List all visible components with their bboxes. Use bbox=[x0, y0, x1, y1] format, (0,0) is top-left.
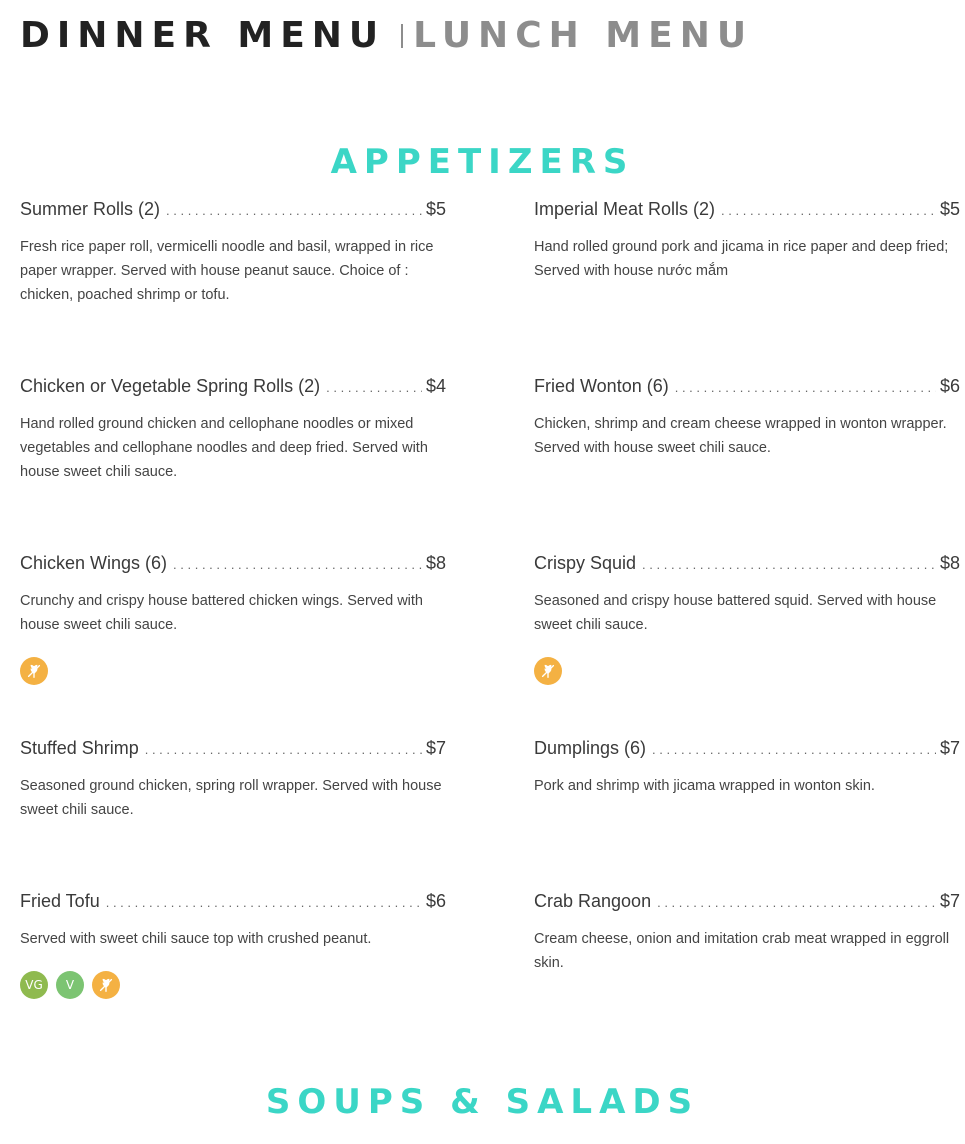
vegetarian-badge: V bbox=[56, 971, 84, 999]
section-title-soups-salads: SOUPS & SALADS bbox=[265, 1082, 700, 1122]
dot-leader bbox=[652, 742, 936, 757]
item-price: $7 bbox=[939, 891, 960, 911]
item-price: $5 bbox=[425, 199, 446, 219]
menu-item bbox=[20, 199, 446, 307]
dot-leader bbox=[173, 557, 422, 572]
tab-divider bbox=[401, 24, 403, 48]
dot-leader bbox=[106, 895, 422, 910]
menu-item bbox=[20, 738, 446, 822]
tab-lunch-menu[interactable]: LUNCH MENU bbox=[413, 15, 754, 56]
menu-item bbox=[534, 738, 960, 798]
item-description: Cream cheese, onion and imitation crab meat wrapped in eggroll skin. bbox=[534, 931, 950, 971]
item-price: $8 bbox=[939, 553, 960, 573]
item-header bbox=[20, 199, 446, 223]
item-description: Served with sweet chili sauce top with crushed peanut. bbox=[20, 931, 372, 947]
item-description: Hand rolled ground pork and jicama in rice paper and deep fried; Served with house nước mắm bbox=[534, 239, 949, 279]
gluten-free-wheat-icon bbox=[20, 657, 48, 685]
item-name: Fried Tofu bbox=[20, 891, 100, 911]
gluten-free-wheat-icon bbox=[534, 657, 562, 685]
vegan-badge: VG bbox=[20, 971, 48, 999]
dot-leader bbox=[326, 380, 422, 395]
item-name: Fried Wonton (6) bbox=[534, 376, 669, 396]
item-name: Chicken or Vegetable Spring Rolls (2) bbox=[20, 376, 321, 396]
item-header bbox=[534, 199, 960, 223]
item-header bbox=[534, 738, 960, 762]
item-header bbox=[20, 738, 446, 762]
item-name: Crispy Squid bbox=[534, 553, 637, 573]
item-price: $6 bbox=[939, 376, 960, 396]
item-price: $7 bbox=[425, 738, 446, 758]
dot-leader bbox=[657, 895, 936, 910]
item-header bbox=[20, 376, 446, 400]
dot-leader bbox=[642, 557, 936, 572]
dietary-badges bbox=[20, 971, 446, 999]
item-description: Crunchy and crispy house battered chicken wings. Served with house sweet chili sauce. bbox=[20, 593, 423, 633]
dietary-badges bbox=[534, 657, 960, 685]
item-header bbox=[534, 553, 960, 577]
item-description: Hand rolled ground chicken and cellophane noodles or mixed vegetables and cellophane noodles and deep fried. Served with house sweet chili sauce. bbox=[20, 416, 428, 480]
menu-item bbox=[20, 891, 446, 999]
item-name: Summer Rolls (2) bbox=[20, 199, 161, 219]
dot-leader bbox=[721, 203, 936, 218]
item-price: $7 bbox=[939, 738, 960, 758]
item-name: Stuffed Shrimp bbox=[20, 738, 139, 758]
item-header bbox=[20, 553, 446, 577]
item-price: $5 bbox=[939, 199, 960, 219]
menu-item bbox=[20, 553, 446, 685]
item-description: Seasoned and crispy house battered squid. Served with house sweet chili sauce. bbox=[534, 593, 937, 633]
item-price: $8 bbox=[425, 553, 446, 573]
item-name: Imperial Meat Rolls (2) bbox=[534, 199, 716, 219]
dot-leader bbox=[145, 742, 422, 757]
item-name: Dumplings (6) bbox=[534, 738, 647, 758]
item-price: $6 bbox=[425, 891, 446, 911]
item-price: $4 bbox=[425, 376, 446, 396]
item-name: Crab Rangoon bbox=[534, 891, 652, 911]
menu-item bbox=[534, 891, 960, 975]
section-title-appetizers: APPETIZERS bbox=[330, 142, 635, 182]
item-header bbox=[20, 891, 446, 915]
item-description: Chicken, shrimp and cream cheese wrapped in wonton wrapper. Served with house sweet chili sauce. bbox=[534, 416, 947, 456]
dietary-badges bbox=[20, 657, 446, 685]
menu-item bbox=[534, 376, 960, 460]
menu-item bbox=[20, 376, 446, 484]
menu-tabs bbox=[20, 14, 753, 58]
item-description: Fresh rice paper roll, vermicelli noodle and basil, wrapped in rice paper wrapper. Served with house peanut sauce. Choice of : chicken, poached shrimp or tofu. bbox=[20, 239, 434, 303]
menu-item bbox=[534, 553, 960, 685]
menu-item bbox=[534, 199, 960, 283]
item-header bbox=[534, 376, 960, 400]
gluten-free-wheat-icon bbox=[92, 971, 120, 999]
item-description: Seasoned ground chicken, spring roll wrapper. Served with house sweet chili sauce. bbox=[20, 778, 442, 818]
item-description: Pork and shrimp with jicama wrapped in wonton skin. bbox=[534, 778, 875, 794]
dot-leader bbox=[166, 203, 422, 218]
item-name: Chicken Wings (6) bbox=[20, 553, 168, 573]
tab-dinner-menu[interactable]: DINNER MENU bbox=[20, 15, 386, 56]
dot-leader bbox=[675, 380, 936, 395]
item-header bbox=[534, 891, 960, 915]
